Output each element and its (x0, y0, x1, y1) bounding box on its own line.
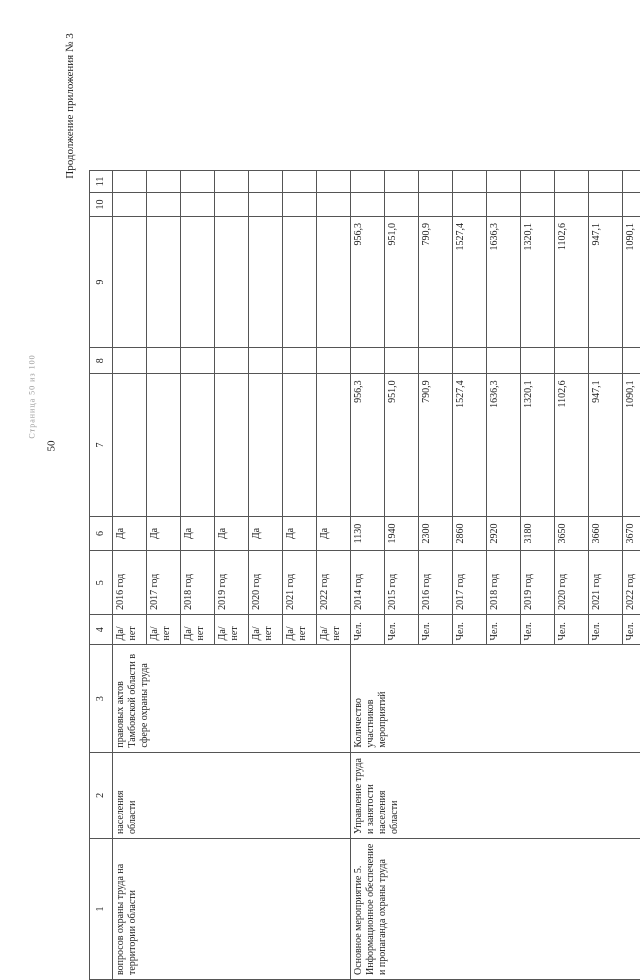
value-cell: 3180 (521, 516, 555, 551)
value-cell (249, 374, 283, 516)
value-cell (147, 171, 181, 193)
unit-cell: Да/ нет (317, 614, 351, 645)
value-cell (521, 348, 555, 374)
col-header: 11 (90, 171, 113, 193)
value-cell: 1102,6 (555, 374, 589, 516)
value-cell: 956,3 (351, 216, 385, 347)
value-cell: Да (113, 516, 147, 551)
value-cell: 2300 (419, 516, 453, 551)
value-cell (181, 171, 215, 193)
unit-cell: Чел. (385, 614, 419, 645)
value-cell: Да (181, 516, 215, 551)
table-header-row (90, 171, 113, 980)
value-cell: Да (283, 516, 317, 551)
value-cell: 3670 (623, 516, 640, 551)
appendix-continuation-note: Продолжение приложения № 3 (64, 0, 76, 216)
col-header: 1 (90, 838, 113, 979)
unit-cell: Чел. (453, 614, 487, 645)
value-cell: 1527,4 (453, 374, 487, 516)
value-cell (453, 192, 487, 216)
value-cell (215, 192, 249, 216)
indicator-cell: правовых актов Тамбовской области в сфере охраны труда (113, 645, 351, 752)
value-cell: 1320,1 (521, 374, 555, 516)
year-cell: 2017 год (453, 551, 487, 614)
unit-cell: Да/ нет (147, 614, 181, 645)
value-cell (147, 216, 181, 347)
value-cell (419, 171, 453, 193)
value-cell (181, 192, 215, 216)
year-cell: 2018 год (487, 551, 521, 614)
value-cell: 1130 (351, 516, 385, 551)
value-cell (623, 348, 640, 374)
rotated-document-sheet (89, 170, 595, 980)
indicator-cell: Количество участников мероприятий (351, 645, 640, 752)
col-header: 9 (90, 216, 113, 347)
year-cell: 2016 год (419, 551, 453, 614)
year-cell: 2019 год (215, 551, 249, 614)
year-cell: 2016 год (113, 551, 147, 614)
value-cell (215, 171, 249, 193)
value-cell (113, 216, 147, 347)
year-cell: 2020 год (249, 551, 283, 614)
value-cell (487, 192, 521, 216)
executor-cell: Управление труда и занятости населения области (351, 752, 640, 838)
value-cell (521, 192, 555, 216)
year-cell: 2019 год (521, 551, 555, 614)
col-header: 4 (90, 614, 113, 645)
program-indicators-table (89, 170, 640, 980)
value-cell: 1636,3 (487, 374, 521, 516)
value-cell (453, 348, 487, 374)
value-cell (623, 171, 640, 193)
value-cell (181, 348, 215, 374)
value-cell: 951,0 (385, 216, 419, 347)
value-cell (589, 192, 623, 216)
col-header: 2 (90, 752, 113, 838)
value-cell (283, 216, 317, 347)
value-cell (385, 192, 419, 216)
stray-mark: Страница 50 из 100 (28, 354, 37, 438)
year-cell: 2021 год (283, 551, 317, 614)
value-cell: 1090,1 (623, 374, 640, 516)
value-cell (385, 171, 419, 193)
value-cell (521, 171, 555, 193)
col-header: 6 (90, 516, 113, 551)
year-cell: 2014 год (351, 551, 385, 614)
page-number: 50 (46, 441, 58, 452)
value-cell (283, 374, 317, 516)
activity-name-cell: вопросов охраны труда на территории области (113, 838, 351, 979)
value-cell: 2920 (487, 516, 521, 551)
value-cell (623, 192, 640, 216)
value-cell: 956,3 (351, 374, 385, 516)
value-cell (317, 374, 351, 516)
col-header: 3 (90, 645, 113, 752)
value-cell: 951,0 (385, 374, 419, 516)
year-cell: 2015 год (385, 551, 419, 614)
value-cell: 947,1 (589, 374, 623, 516)
value-cell (487, 348, 521, 374)
col-header: 5 (90, 551, 113, 614)
value-cell (249, 348, 283, 374)
unit-cell: Чел. (487, 614, 521, 645)
value-cell: Да (317, 516, 351, 551)
unit-cell: Да/ нет (249, 614, 283, 645)
value-cell (317, 216, 351, 347)
unit-cell: Чел. (521, 614, 555, 645)
value-cell (555, 348, 589, 374)
value-cell (215, 216, 249, 347)
year-cell: 2017 год (147, 551, 181, 614)
value-cell (555, 171, 589, 193)
year-cell: 2022 год (623, 551, 640, 614)
value-cell (283, 171, 317, 193)
value-cell (249, 192, 283, 216)
group-2-rows (351, 171, 640, 980)
value-cell (453, 171, 487, 193)
table-row (113, 171, 147, 980)
value-cell (487, 171, 521, 193)
value-cell (351, 171, 385, 193)
value-cell (181, 216, 215, 347)
value-cell (113, 348, 147, 374)
value-cell: 2860 (453, 516, 487, 551)
year-cell: 2021 год (589, 551, 623, 614)
group-1-rows (113, 171, 351, 980)
value-cell (351, 192, 385, 216)
unit-cell: Да/ нет (283, 614, 317, 645)
value-cell: 1636,3 (487, 216, 521, 347)
value-cell (147, 348, 181, 374)
value-cell (147, 374, 181, 516)
value-cell (589, 348, 623, 374)
value-cell (147, 192, 181, 216)
value-cell (317, 192, 351, 216)
value-cell: 1090,1 (623, 216, 640, 347)
value-cell (249, 216, 283, 347)
value-cell (249, 171, 283, 193)
value-cell (283, 192, 317, 216)
unit-cell: Чел. (351, 614, 385, 645)
value-cell: 1102,6 (555, 216, 589, 347)
value-cell (317, 171, 351, 193)
value-cell (385, 348, 419, 374)
value-cell: Да (215, 516, 249, 551)
value-cell: 3650 (555, 516, 589, 551)
col-header: 10 (90, 192, 113, 216)
activity-name-cell: Основное мероприятие 5. Информационное обеспечение и пропаганда охраны труда (351, 838, 640, 979)
value-cell: 1940 (385, 516, 419, 551)
value-cell (351, 348, 385, 374)
value-cell: 790,9 (419, 374, 453, 516)
unit-cell: Чел. (589, 614, 623, 645)
unit-cell: Чел. (419, 614, 453, 645)
value-cell (215, 348, 249, 374)
value-cell: 947,1 (589, 216, 623, 347)
value-cell: 1527,4 (453, 216, 487, 347)
value-cell (419, 192, 453, 216)
value-cell (589, 171, 623, 193)
value-cell (113, 374, 147, 516)
unit-cell: Да/ нет (215, 614, 249, 645)
year-cell: 2020 год (555, 551, 589, 614)
year-cell: 2022 год (317, 551, 351, 614)
value-cell (419, 348, 453, 374)
value-cell (555, 192, 589, 216)
value-cell: 790,9 (419, 216, 453, 347)
table-row (351, 171, 385, 980)
value-cell (113, 171, 147, 193)
value-cell: Да (249, 516, 283, 551)
executor-cell: населения области (113, 752, 351, 838)
value-cell (181, 374, 215, 516)
value-cell: 3660 (589, 516, 623, 551)
value-cell: Да (147, 516, 181, 551)
value-cell (317, 348, 351, 374)
year-cell: 2018 год (181, 551, 215, 614)
unit-cell: Да/ нет (113, 614, 147, 645)
value-cell (215, 374, 249, 516)
unit-cell: Чел. (555, 614, 589, 645)
unit-cell: Чел. (623, 614, 640, 645)
value-cell: 1320,1 (521, 216, 555, 347)
value-cell (113, 192, 147, 216)
col-header: 7 (90, 374, 113, 516)
value-cell (283, 348, 317, 374)
col-header: 8 (90, 348, 113, 374)
unit-cell: Да/ нет (181, 614, 215, 645)
